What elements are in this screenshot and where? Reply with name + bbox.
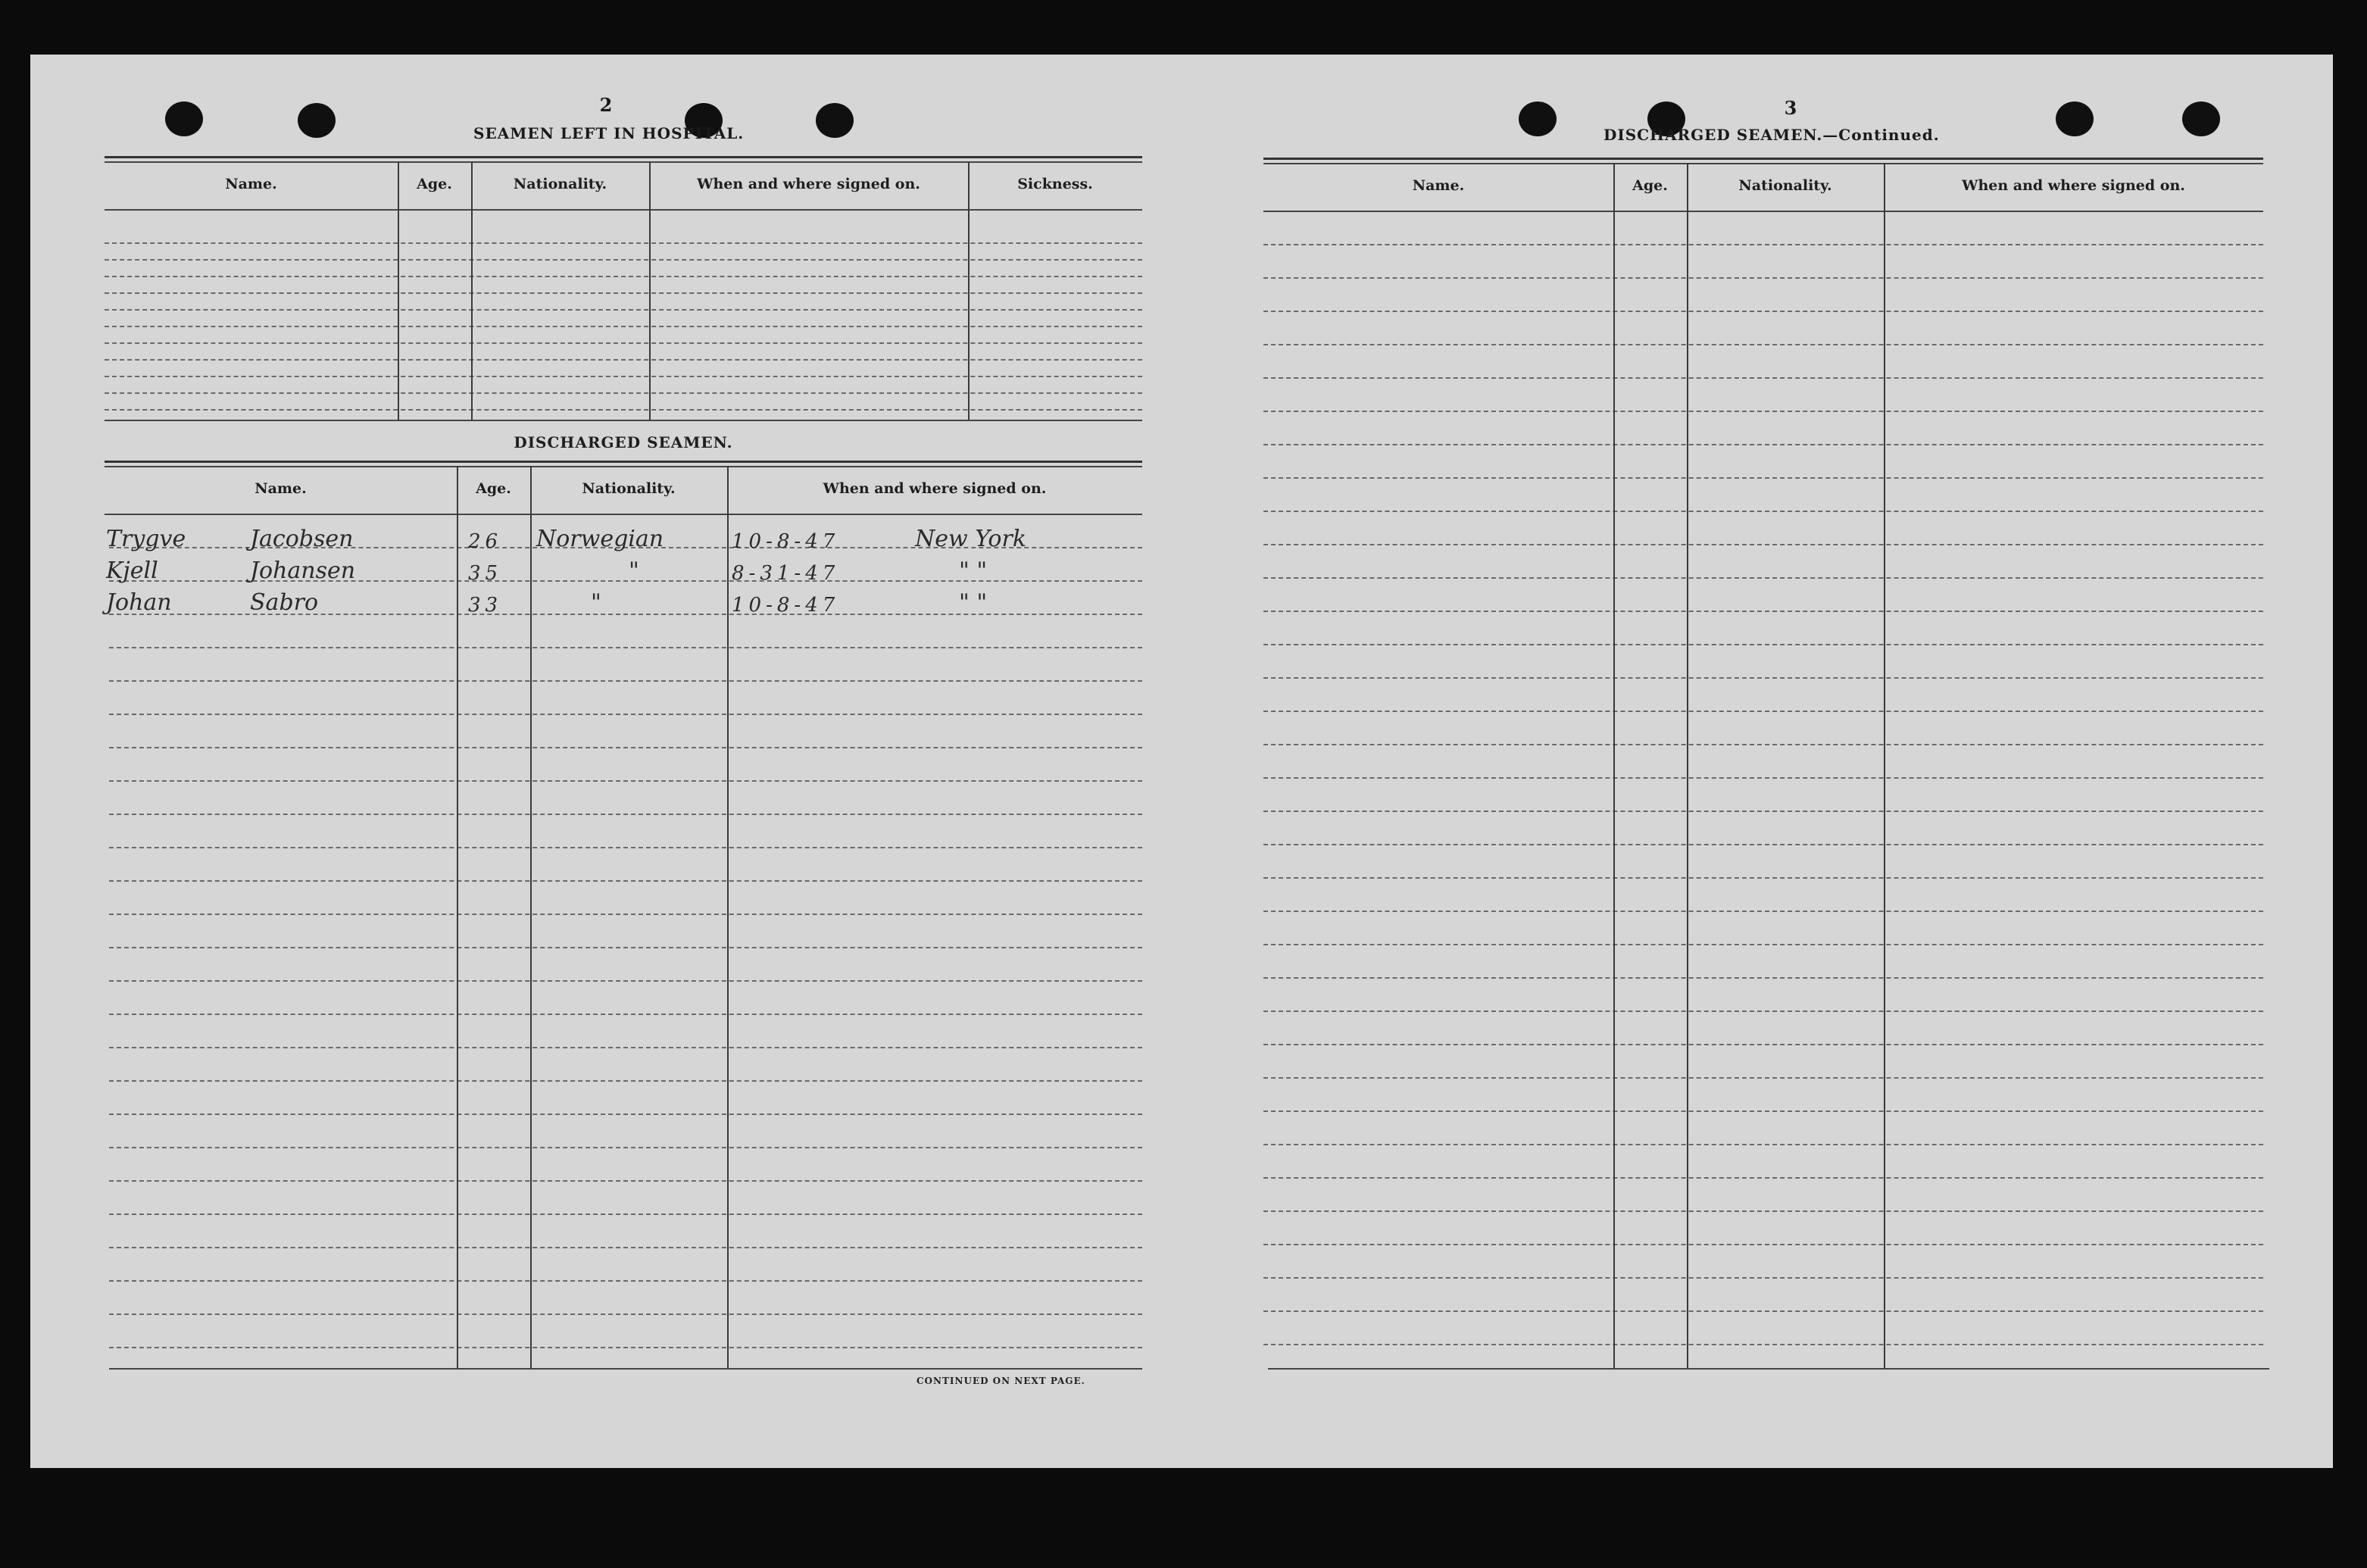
top-rule [105, 461, 1142, 463]
entry-signed-place: " " [959, 558, 988, 584]
ruled-line [1263, 744, 2263, 745]
entry-age: 35 [468, 562, 503, 585]
column-divider [968, 161, 970, 420]
ruled-line [1263, 377, 2263, 379]
continued-section-title: DISCHARGED SEAMEN.—Continued. [1604, 126, 1940, 144]
ruled-line [1263, 811, 2263, 812]
punch-hole [816, 103, 854, 138]
ruled-line [1263, 477, 2263, 479]
ruled-line [1263, 1210, 2263, 1212]
ruled-line [109, 814, 1142, 815]
page-number: 2 [599, 94, 613, 116]
ruled-line [105, 359, 1142, 361]
ruled-line [105, 409, 1142, 411]
ruled-line [1263, 677, 2263, 679]
discharged-header-age: Age. [476, 480, 511, 497]
punch-hole [1519, 102, 1557, 136]
discharged-section-title: DISCHARGED SEAMEN. [514, 433, 733, 451]
entry-last-name: Sabro [250, 589, 319, 616]
ruled-line [1263, 1044, 2263, 1045]
ruled-line [109, 780, 1142, 782]
ruled-line [1263, 1244, 2263, 1245]
ruled-line [109, 1047, 1142, 1048]
ruled-line [1263, 577, 2263, 579]
ruled-line [1263, 777, 2263, 779]
ruled-line [109, 1147, 1142, 1148]
continued-header-nationality: Nationality. [1738, 177, 1832, 194]
document-scan [30, 55, 2333, 1468]
ruled-line [1263, 544, 2263, 545]
ruled-line [1263, 1110, 2263, 1112]
bottom-rule [1268, 1368, 2269, 1370]
ruled-line [1263, 644, 2263, 645]
hospital-header-nationality: Nationality. [513, 176, 607, 192]
column-divider [1613, 163, 1615, 1368]
entry-age: 26 [468, 530, 503, 553]
ruled-line [105, 259, 1142, 261]
ruled-line [1263, 1144, 2263, 1145]
ruled-line [105, 242, 1142, 244]
header-rule [105, 209, 1142, 211]
top-rule [1263, 163, 2263, 164]
ruled-line [1263, 511, 2263, 512]
ruled-line [109, 714, 1142, 715]
ruled-line [1263, 311, 2263, 312]
entry-signed-place: " " [959, 589, 988, 616]
ruled-line [1263, 844, 2263, 845]
entry-nationality: " [629, 558, 639, 584]
header-rule [105, 514, 1142, 515]
ruled-line [1263, 1310, 2263, 1312]
punch-hole [2182, 102, 2220, 136]
continued-header-name: Name. [1412, 177, 1465, 194]
top-rule [1263, 158, 2263, 160]
ruled-line [109, 947, 1142, 948]
ruled-line [105, 376, 1142, 377]
left-page [30, 55, 1166, 1468]
ruled-line [109, 680, 1142, 682]
ruled-line [1263, 411, 2263, 412]
bottom-rule [105, 420, 1142, 421]
entry-signed-date: 8-31-47 [732, 562, 840, 585]
ruled-line [1263, 1277, 2263, 1279]
discharged-header-signed-on: When and where signed on. [823, 480, 1047, 497]
entry-signed-place: New York [915, 526, 1026, 552]
ruled-line [105, 392, 1142, 394]
ruled-line [109, 1213, 1142, 1215]
ruled-line [109, 1180, 1142, 1182]
discharged-header-name: Name. [254, 480, 307, 497]
ruled-line [1263, 1344, 2263, 1345]
ruled-line [109, 1080, 1142, 1082]
ruled-line [1263, 611, 2263, 612]
ruled-line [105, 292, 1142, 294]
ruled-line [109, 980, 1142, 982]
continued-note: CONTINUED ON NEXT PAGE. [917, 1376, 1085, 1386]
continued-header-age: Age. [1632, 177, 1668, 194]
ruled-line [109, 747, 1142, 748]
column-divider [1687, 163, 1688, 1368]
column-divider [398, 161, 399, 420]
ruled-line [109, 1347, 1142, 1348]
ruled-line [1263, 711, 2263, 712]
ruled-line [1263, 1177, 2263, 1179]
entry-nationality: Norwegian [536, 526, 664, 552]
ruled-line [105, 309, 1142, 311]
column-divider [1884, 163, 1885, 1368]
punch-hole [298, 103, 336, 138]
bottom-rule [109, 1368, 1142, 1370]
ruled-line [1263, 244, 2263, 245]
ruled-line [109, 1313, 1142, 1315]
ruled-line [109, 847, 1142, 848]
punch-hole [2056, 102, 2094, 136]
top-rule [105, 161, 1142, 163]
continued-header-signed-on: When and where signed on. [1962, 177, 2185, 194]
ruled-line [1263, 911, 2263, 912]
discharged-header-nationality: Nationality. [582, 480, 676, 497]
ruled-line [105, 342, 1142, 344]
hospital-header-age: Age. [417, 176, 452, 192]
entry-first-name: Johan [106, 589, 172, 616]
ruled-line [109, 647, 1142, 648]
ruled-line [1263, 277, 2263, 279]
hospital-header-sickness: Sickness. [1017, 176, 1093, 192]
punch-hole [165, 102, 203, 136]
ruled-line [109, 914, 1142, 915]
entry-first-name: Trygve [106, 526, 186, 552]
top-rule [105, 156, 1142, 158]
ruled-line [109, 1014, 1142, 1015]
ruled-line [105, 276, 1142, 277]
header-rule [1263, 211, 2263, 212]
ruled-line [105, 326, 1142, 327]
page-number: 3 [1784, 97, 1797, 119]
entry-first-name: Kjell [106, 558, 158, 584]
column-divider [471, 161, 473, 420]
ruled-line [1263, 877, 2263, 879]
hospital-header-name: Name. [225, 176, 277, 192]
ruled-line [1263, 977, 2263, 979]
column-divider [649, 161, 651, 420]
entry-signed-date: 10-8-47 [732, 530, 840, 553]
entry-last-name: Johansen [250, 558, 356, 584]
column-divider [727, 466, 729, 1368]
column-divider [530, 466, 532, 1368]
ruled-line [1263, 1010, 2263, 1012]
ruled-line [1263, 444, 2263, 445]
ruled-line [109, 1114, 1142, 1115]
entry-age: 33 [468, 594, 503, 617]
ruled-line [109, 1247, 1142, 1248]
ruled-line [109, 880, 1142, 882]
hospital-section-title: SEAMEN LEFT IN HOSPITAL. [473, 124, 745, 142]
top-rule [105, 466, 1142, 467]
ruled-line [109, 1280, 1142, 1282]
hospital-header-signed-on: When and where signed on. [697, 176, 920, 192]
right-page [1189, 55, 2333, 1468]
entry-signed-date: 10-8-47 [732, 594, 840, 617]
entry-last-name: Jacobsen [250, 526, 354, 552]
entry-nationality: " [591, 589, 601, 616]
ruled-line [1263, 1077, 2263, 1079]
ruled-line [1263, 944, 2263, 945]
column-divider [457, 466, 458, 1368]
ruled-line [1263, 344, 2263, 345]
